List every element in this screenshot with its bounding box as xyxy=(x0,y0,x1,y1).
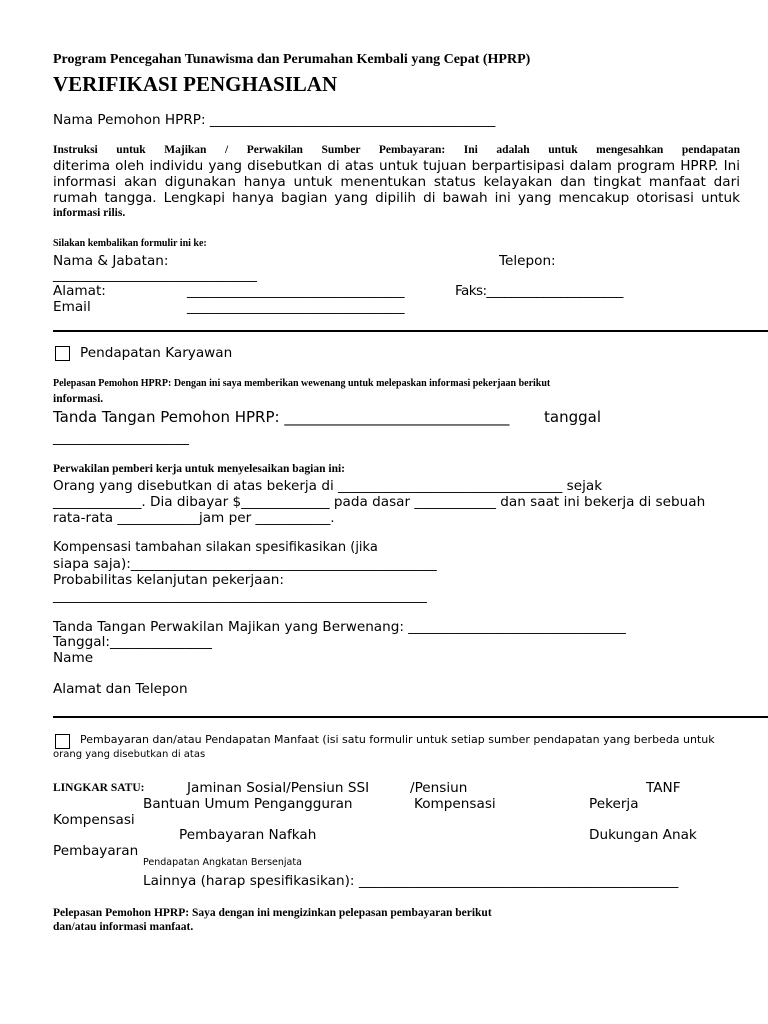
employee-income-checkbox[interactable] xyxy=(55,346,70,361)
option-child-support[interactable]: Dukungan Anak xyxy=(589,827,697,843)
option-pension[interactable]: /Pensiun xyxy=(410,780,468,796)
option-compensation[interactable]: Kompensasi xyxy=(414,796,496,812)
option-compensation-cont: Kompensasi xyxy=(53,812,135,828)
instructions-line: rumah tangga. Lengkapi hanya bagian yang dipilih di bawah ini yang mencakup otorisasi untuk xyxy=(53,190,740,206)
instructions-heading: Instruksi untuk Majikan / Perwakilan Sumber Pembayaran: Ini adalah untuk mengesahkan pendapatan xyxy=(53,144,740,156)
option-tanf[interactable]: TANF xyxy=(646,780,681,796)
benefit-income-checkbox[interactable] xyxy=(55,734,70,749)
benefit-release-text: Pelepasan Pemohon HPRP: Saya dengan ini mengizinkan pelepasan pembayaran berikut xyxy=(53,907,492,919)
section-divider xyxy=(53,716,768,718)
circle-one-label: LINGKAR SATU: xyxy=(53,782,145,794)
option-social-security[interactable]: Jaminan Sosial/Pensiun SSI xyxy=(187,780,370,796)
option-payment-cont: Pembayaran xyxy=(53,843,139,859)
compensation-field[interactable]: siapa saja):_____________________________________________ xyxy=(53,556,437,572)
instructions-line: diterima oleh individu yang disebutkan di atas untuk tujuan berpartisipasi dalam program HPRP. Ini xyxy=(53,158,740,174)
representative-signature-field[interactable]: Tanda Tangan Perwakilan Majikan yang Berwenang: ________________________________ xyxy=(53,619,626,635)
option-alimony[interactable]: Pembayaran Nafkah xyxy=(179,827,317,843)
return-heading: Silakan kembalikan formulir ini ke: xyxy=(53,238,207,249)
employment-details-line[interactable]: rata-rata ____________jam per ___________. xyxy=(53,510,335,526)
option-other-field[interactable]: Lainnya (harap spesifikasikan): _______________________________________________ xyxy=(143,873,679,889)
address-field[interactable]: ________________________________ xyxy=(187,283,405,299)
instructions-line: informasi akan digunakan hanya untuk menentukan status kelayakan dan tingkat manfaat dari xyxy=(53,174,740,190)
benefit-release-text: dan/atau informasi manfaat. xyxy=(53,921,194,933)
employee-release-text: Pelepasan Pemohon HPRP: Dengan ini saya memberikan wewenang untuk melepaskan informasi pekerjaan berikut xyxy=(53,378,551,389)
instructions-line: informasi rilis. xyxy=(53,207,126,219)
benefit-income-label: Pembayaran dan/atau Pendapatan Manfaat (isi satu formulir untuk setiap sumber pendapatan yang berbeda untuk xyxy=(80,733,715,746)
probability-label: Probabilitas kelanjutan pekerjaan: xyxy=(53,572,284,588)
page-title: VERIFIKASI PENGHASILAN xyxy=(53,72,338,96)
employment-details-line[interactable]: _____________. Dia dibayar $_____________ pada dasar ____________ dan saat ini bekerja di sebuah xyxy=(53,494,706,510)
phone-label: Telepon: xyxy=(499,253,556,269)
date-label: tanggal xyxy=(544,408,601,426)
employment-details-line[interactable]: Orang yang disebutkan di atas bekerja di _________________________________ sejak xyxy=(53,478,603,494)
email-field[interactable]: ________________________________ xyxy=(187,299,405,315)
date-field[interactable]: ____________________ xyxy=(53,430,189,446)
section-divider xyxy=(53,330,768,332)
name-title-field[interactable]: ______________________________ xyxy=(53,267,257,283)
option-worker[interactable]: Pekerja xyxy=(589,796,639,812)
representative-address-label: Alamat dan Telepon xyxy=(53,681,188,697)
employee-income-label: Pendapatan Karyawan xyxy=(80,345,233,361)
employee-release-text: informasi. xyxy=(53,393,104,405)
applicant-signature-field[interactable]: Tanda Tangan Pemohon HPRP: ______________________________ xyxy=(53,408,510,426)
representative-date-field[interactable]: Tanggal:_______________ xyxy=(53,634,212,650)
option-unemployment[interactable]: Bantuan Umum Pengangguran xyxy=(143,796,353,812)
benefit-income-sub: orang yang disebutkan di atas xyxy=(53,749,206,760)
applicant-name-field[interactable]: Nama Pemohon HPRP: __________________________________________ xyxy=(53,112,496,128)
probability-field[interactable]: _______________________________________________________ xyxy=(53,588,427,604)
email-label: Email xyxy=(53,299,91,315)
address-label: Alamat: xyxy=(53,283,106,299)
name-title-label: Nama & Jabatan: xyxy=(53,253,169,269)
program-title: Program Pencegahan Tunawisma dan Perumahan Kembali yang Cepat (HPRP) xyxy=(53,52,531,67)
employer-heading: Perwakilan pemberi kerja untuk menyelesaikan bagian ini: xyxy=(53,463,345,475)
compensation-label: Kompensasi tambahan silakan spesifikasikan (jika xyxy=(53,540,378,555)
representative-name-label: Name xyxy=(53,650,94,666)
option-military[interactable]: Pendapatan Angkatan Bersenjata xyxy=(143,857,302,868)
fax-field[interactable]: Faks:______________________ xyxy=(455,283,623,299)
